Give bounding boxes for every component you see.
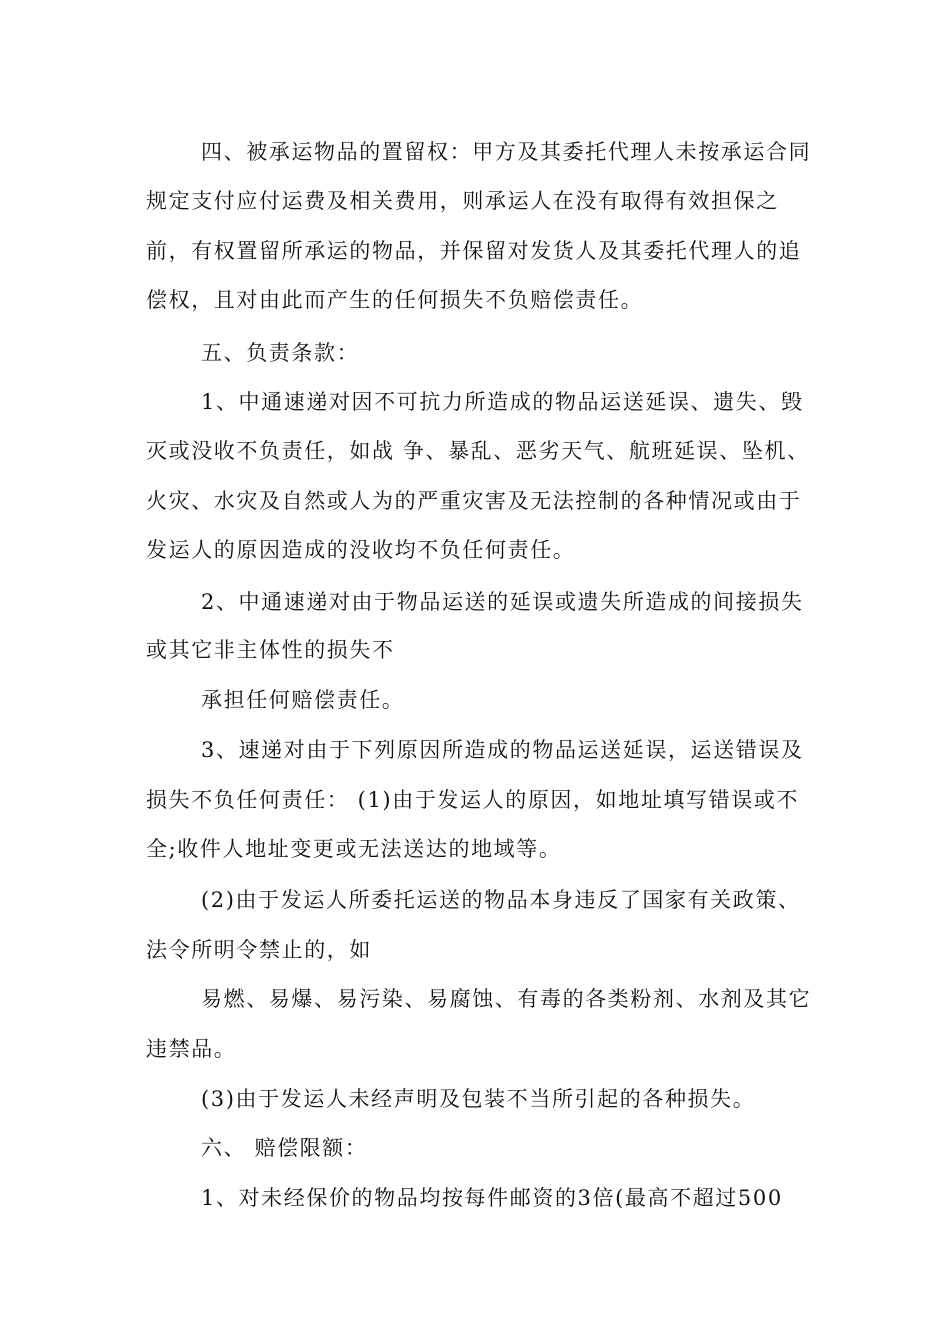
text-line: 全;收件人地址变更或无法送达的地域等。 — [146, 837, 562, 861]
text-line: 1、对未经保价的物品均按每件邮资的3倍(最高不超过500 — [201, 1186, 783, 1210]
text-line: 四、被承运物品的置留权：甲方及其委托代理人未按承运合同 — [201, 140, 812, 164]
text-line: 3、速递对由于下列原因所造成的物品运送延误，运送错误及 — [201, 738, 804, 762]
section-heading: 六、 赔偿限额： — [201, 1136, 368, 1160]
text-line: 或其它非主体性的损失不 — [146, 638, 395, 662]
text-line: 违禁品。 — [146, 1037, 237, 1061]
section-heading: 五、负责条款： — [201, 341, 360, 365]
text-line: 前，有权置留所承运的物品，并保留对发货人及其委托代理人的追 — [146, 239, 802, 263]
text-line: 1、中通速递对因不可抗力所造成的物品运送延误、遗失、毁 — [201, 390, 804, 414]
text-line: 法令所明令禁止的，如 — [146, 938, 372, 962]
text-line: 易燃、易爆、易污染、易腐蚀、有毒的各类粉剂、水剂及其它 — [201, 987, 812, 1011]
text-line: 2、中通速递对由于物品运送的延误或遗失所造成的间接损失 — [201, 590, 804, 614]
text-line: (3)由于发运人未经声明及包装不当所引起的各种损失。 — [201, 1087, 756, 1111]
text-line: 承担任何赔偿责任。 — [201, 688, 405, 712]
text-line: (2)由于发运人所委托运送的物品本身违反了国家有关政策、 — [201, 888, 801, 912]
text-line: 灭或没收不负责任，如战 争、暴乱、恶劣天气、航班延误、坠机、 — [146, 439, 810, 463]
text-line: 规定支付应付运费及相关费用，则承运人在没有取得有效担保之 — [146, 189, 779, 213]
text-line: 火灾、水灾及自然或人为的严重灾害及无法控制的各种情况或由于 — [146, 489, 802, 513]
text-line: 偿权，且对由此而产生的任何损失不负赔偿责任。 — [146, 288, 644, 312]
text-line: 损失不负任何责任： (1)由于发运人的原因，如地址填写错误或不 — [146, 788, 800, 812]
text-line: 发运人的原因造成的没收均不负任何责任。 — [146, 538, 576, 562]
